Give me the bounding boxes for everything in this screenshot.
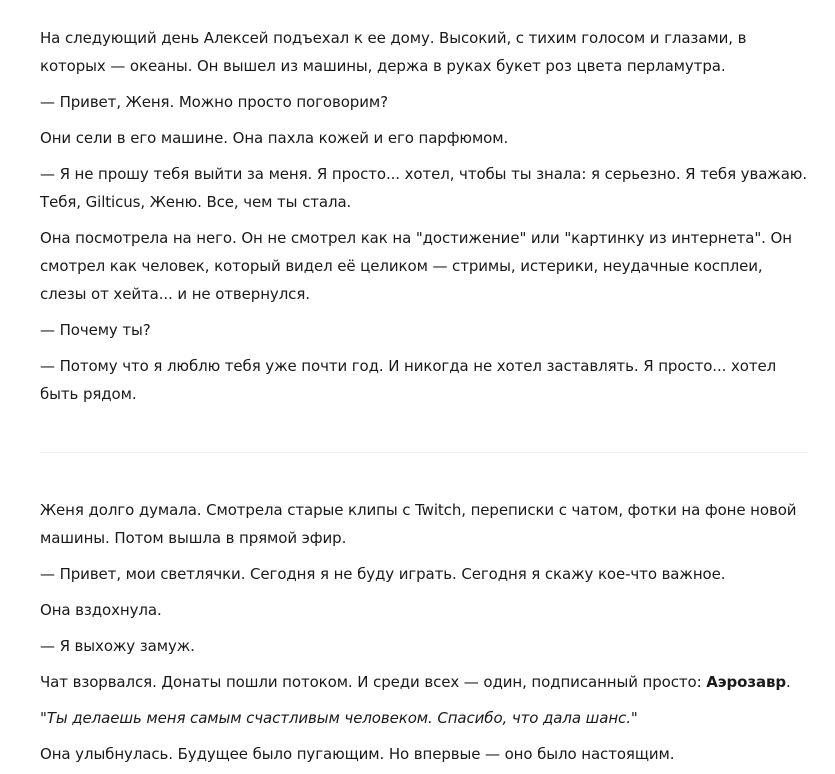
- paragraph: На следующий день Алексей подъехал к ее дому. Высокий, с тихим голосом и глазами, в которых — океаны. Он вышел из машины, держа в руках букет роз цвета перламутра.: [40, 29, 747, 75]
- paragraph: — Потому что я люблю тебя уже почти год. И никогда не хотел заставлять. Я просто... хотел быть рядом.: [40, 357, 777, 403]
- paragraph: — Привет, мои светлячки. Сегодня я не буду играть. Сегодня я скажу кое-что важное.: [40, 565, 726, 583]
- paragraph-text: Чат взорвался. Донаты пошли потоком. И среди всех — один, подписанный просто:: [40, 673, 707, 691]
- paragraph: Женя долго думала. Смотрела старые клипы с Twitch, переписки с чатом, фотки на фоне новой машины. Потом вышла в прямой эфир.: [40, 501, 797, 547]
- paragraph: [40, 668, 807, 696]
- donation-quote: "Ты делаешь меня самым счастливым человеком. Спасибо, что дала шанс.": [40, 709, 638, 727]
- paragraph: — Почему ты?: [40, 321, 151, 339]
- paragraph: Она вздохнула.: [40, 601, 162, 619]
- paragraph: — Привет, Женя. Можно просто поговорим?: [40, 93, 388, 111]
- paragraph: — Я не прошу тебя выйти за меня. Я просто... хотел, чтобы ты знала: я серьезно. Я тебя уважаю. Тебя, Gilticus, Женю. Все, чем ты стала.: [40, 165, 807, 211]
- paragraph: Она улыбнулась. Будущее было пугающим. Но впервые — оно было настоящим.: [40, 745, 675, 763]
- paragraph: Они сели в его машине. Она пахла кожей и его парфюмом.: [40, 129, 509, 147]
- donor-name: Аэрозавр: [706, 673, 787, 691]
- paragraph-punctuation: .: [786, 673, 791, 691]
- paragraph: — Я выхожу замуж.: [40, 637, 195, 655]
- paragraph: Она посмотрела на него. Он не смотрел как на "достижение" или "картинку из интернета". Он смотрел как человек, который видел её целиком — стримы, истерики, неудачные косплеи, слезы от хейта... и не отвернулся.: [40, 229, 792, 303]
- section-divider: [40, 452, 808, 453]
